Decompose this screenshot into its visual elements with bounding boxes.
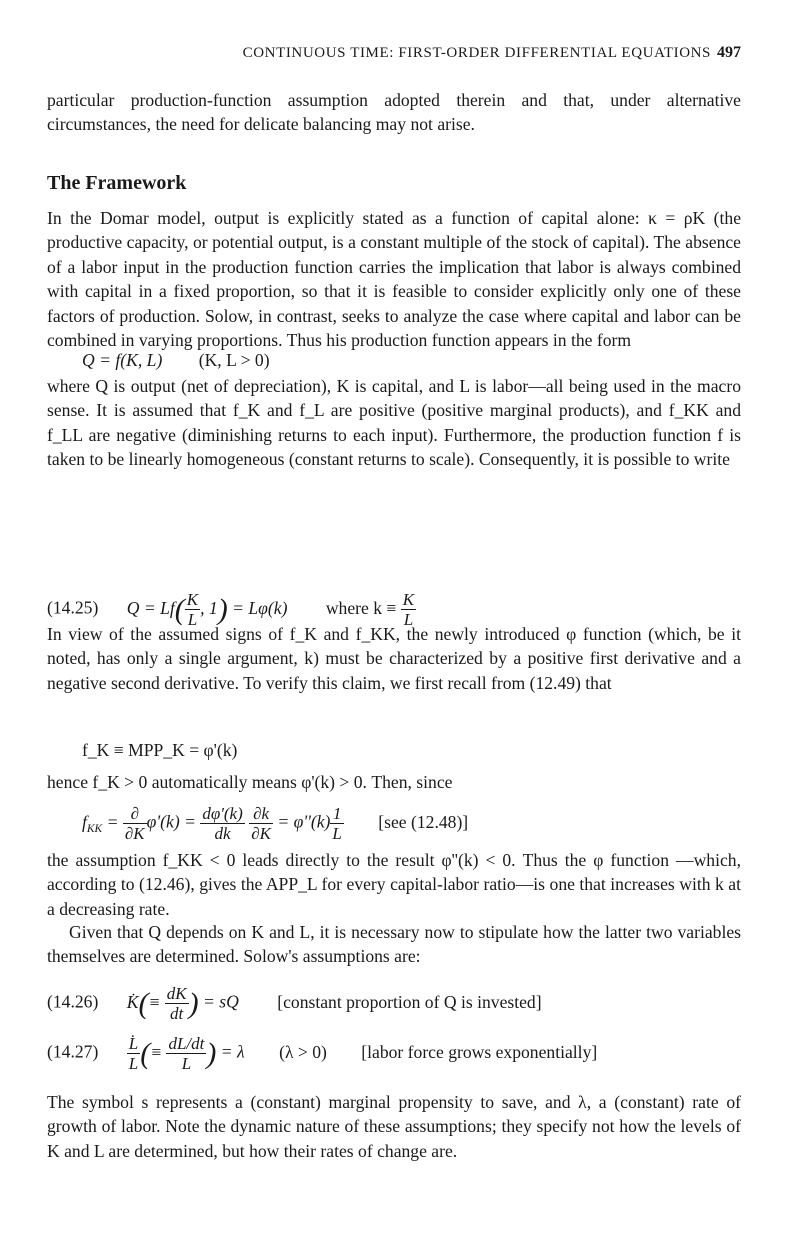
paragraph-hence-text: hence f_K > 0 automatically means φ'(k) > 0. Then, since [47,772,453,792]
eq-14-27-rhs: = λ [220,1041,245,1062]
paragraph-framework: In the Domar model, output is explicitly stated as a function of capital alone: κ = ρK (the productive capacity, or potential output, is a constant multiple of the stock of capital). The absence of a labor input in the production function carries the implication that labor is always combined with capital in a fixed proportion, so that it is feasible to consider explicitly only one of these factors of production. Solow, in contrast, seeks to analyze the case where capital and labor can be combined in varying proportions. Thus his production function appears in the form [47,208,741,351]
paragraph-solow-assumptions: Given that Q depends on K and L, it is necessary now to stipulate how the latter two variables themselves are determined. Solow's assumptions are: [47,922,741,967]
eq-14-27-note: [labor force grows exponentially] [361,1041,598,1062]
eq-label-14-25: (14.25) [47,597,99,618]
paragraph-assumptions: where Q is output (net of depreciation), K is capital, and L is labor—all being used in the macro sense. It is assumed that f_K and f_L are positive (positive marginal products), and f_KK and f_LL are negative (diminishing returns to each input). Furthermore, the production function f is taken to be linearly homogeneous (constant returns to scale). Consequently, it is possible to write [47,376,741,470]
running-head [47,44,741,62]
eq-14-26-note: [constant proportion of Q is invested] [277,991,542,1012]
equation-mpp: f_K ≡ MPP_K = φ'(k) [82,740,238,760]
eq-14-25-fraction: $\frac{K}{L}$ [402,590,415,629]
paragraph-phi-result: the assumption f_KK < 0 leads directly to the result φ''(k) < 0. Thus the φ function —which, according to (12.46), gives the APP_L for every capital-labor ratio—is one that increases with k at a decreasing rate. [47,850,741,919]
paragraph-closing: The symbol s represents a (constant) marginal propensity to save, and λ, a (constant) rate of growth of labor. Note the dynamic nature of these assumptions; they specify not how the levels of K and L are determined, but how their rates of change are. [47,1092,741,1161]
equation-production-function [82,350,270,371]
running-head-title: CONTINUOUS TIME: FIRST-ORDER DIFFERENTIAL EQUATIONS [242,45,711,61]
paragraph-phi-function: In view of the assumed signs of f_K and f_KK, the newly introduced φ function (which, be it noted, has only a single argument, k) must be characterized by a positive first derivative and a negative second derivative. To verify this claim, we first recall from (12.49) that [47,624,741,693]
page-number: 497 [717,44,741,61]
section-heading: The Framework [47,172,187,194]
paragraph-intro: particular production-function assumption adopted therein and that, under alternative circumstances, the need for delicate balancing may not arise. [47,90,741,135]
eq-prod-cond: (K, L > 0) [198,350,270,370]
equation-14-26: (14.26) K̇(≡ $\frac{dK}{dt}$ ) = sQ [constant proportion of Q is invested] [47,984,542,1023]
eq-14-26-rhs: = sQ [203,991,239,1012]
equation-fkk: $f_{KK}$ = $\frac{\partial}{\partial K}$ φ'(k) = $\frac{d\varphi'(k)}{dk}$ $\frac{\partial k}{\partial K}$ = φ''(k) $\frac{1}{L}$ [see (12.48)] [82,804,469,843]
eq-label-14-27: (14.27) [47,1041,99,1062]
equation-14-27: (14.27) $\frac{L̇}{L}$ (≡ $\frac{dL/dt}{L}$ ) = λ (λ > 0) [labor force grows exponentially] [47,1034,598,1073]
eq-14-25-body: Q = Lf( $\frac{K}{L}$ , 1) = Lφ(k) [126,590,288,629]
eq-14-25-where: where k ≡ [325,597,397,618]
eq-14-27-cond: (λ > 0) [279,1041,327,1062]
eq-fkk-ref: [see (12.48)] [378,811,469,832]
eq-prod-lhs: Q = f(K, L) [82,350,163,370]
eq-label-14-26: (14.26) [47,991,99,1012]
